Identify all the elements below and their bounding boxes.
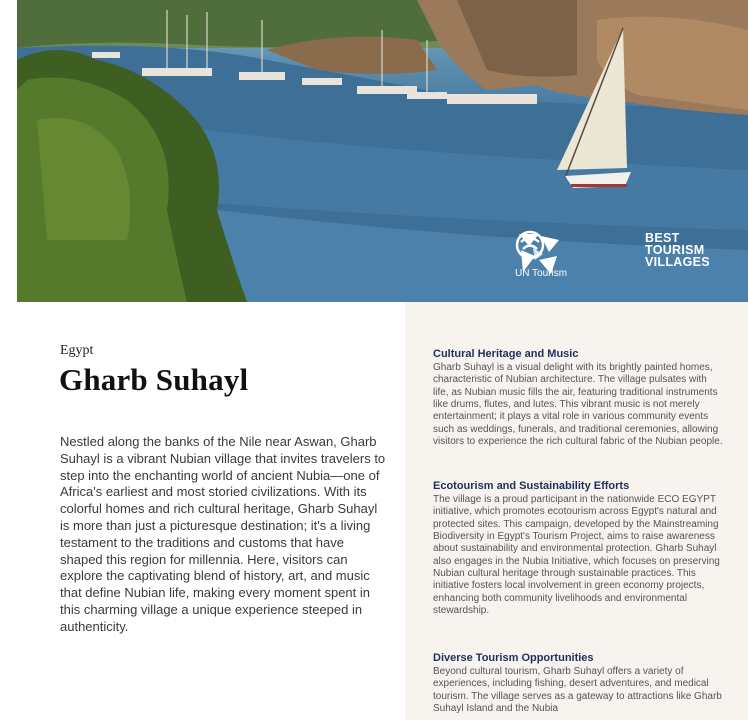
hero-photo-nile-river bbox=[17, 0, 748, 302]
section-heading: Cultural Heritage and Music bbox=[433, 348, 579, 360]
section-ecotourism bbox=[433, 480, 723, 617]
best-tourism-villages-wordmark bbox=[645, 232, 745, 268]
best-tourism-villages-logo-icon bbox=[515, 230, 561, 276]
details-column bbox=[405, 302, 748, 720]
wordmark-line-1: BEST bbox=[645, 231, 680, 245]
section-body: Gharb Suhayl is a visual delight with its brightly painted homes, characteristic of Nubian architecture. The village pulsates with life, as Nubian music fills the air, featuring traditional instruments like drums, flutes, and lutes. This vibrant music is not merely entertainment; it plays a vital role in various community events such as weddings, funerals, and traditional ceremonies, allowing visitors to experience the rich cultural fabric of the Nubian people. bbox=[433, 362, 723, 448]
section-heading: Diverse Tourism Opportunities bbox=[433, 652, 594, 664]
page-title: Gharb Suhayl bbox=[59, 362, 249, 397]
country-label: Egypt bbox=[60, 343, 94, 358]
section-heading: Ecotourism and Sustainability Efforts bbox=[433, 480, 630, 492]
page-margin bbox=[0, 0, 17, 720]
felucca-stripe bbox=[571, 184, 627, 187]
section-diverse-tourism bbox=[433, 652, 723, 715]
intro-column bbox=[17, 302, 405, 720]
intro-paragraph: Nestled along the banks of the Nile near Aswan, Gharb Suhayl is a vibrant Nubian village that invites travelers to step into the enchanting world of ancient Nubia—one of Africa's earliest and most storied civilizations. With its colorful homes and rich cultural heritage, Gharb Suhayl is more than just a picturesque destination; it's a living testament to the traditions and customs that have shaped this region for millennia. Here, visitors can explore the captivating blend of history, art, and music that define Nubian life, making every moment spent in this charming village a unique experience steeped in authenticity. bbox=[60, 434, 386, 634]
section-body: Beyond cultural tourism, Gharb Suhayl offers a variety of experiences, including fishing, desert adventures, and medical tourism. The village serves as a gateway to attractions like Gharb Suhayl Island and the Nubia bbox=[433, 666, 722, 715]
un-tourism-label: UN Tourism bbox=[515, 268, 568, 279]
section-cultural-heritage bbox=[433, 348, 723, 448]
logos-group bbox=[515, 230, 745, 286]
wordmark-line-2: TOURISM bbox=[645, 243, 705, 257]
wordmark-line-3: VILLAGES bbox=[645, 255, 710, 269]
section-body: The village is a proud participant in the nationwide ECO EGYPT initiative, which promotes ecotourism across Egypt's natural and protected sites. This campaign, developed by the Mainstreaming Biodiversity in Egypt's Tourism Project, aims to raise awareness about sustainability and environmental protection. Gharb Suhayl also engages in the Nubia Initiative, which focuses on preserving Nubian cultural heritage through sustainable practices. This initiative fosters local involvement in green economy projects, enhancing both community livelihoods and environmental stewardship. bbox=[433, 494, 720, 617]
